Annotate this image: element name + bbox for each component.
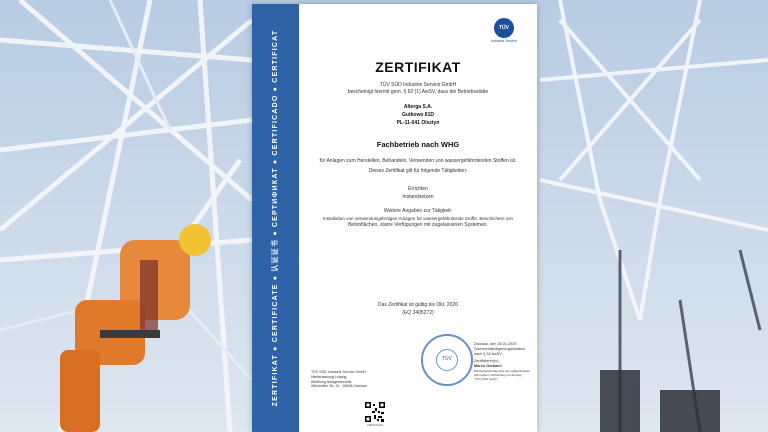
signature-line: "TÜV SÜD Verify"	[474, 377, 498, 381]
issuer-line-2: bescheinigt hiermit gem. § 62 (1) AwSV, dass die Betriebsstätte	[347, 89, 489, 95]
description-line-1: für Anlagen zum Herstellen, Behandeln, Verwenden von wassergefährdenden Stoffen ist.	[319, 158, 517, 164]
signature-line: Echtheitskontrolle über den aufgedruckten	[474, 369, 531, 373]
signature-line: Sachverständigenorganisation	[474, 347, 526, 351]
issuer-line-1: TÜV SÜD Industrie Service GmbH	[379, 82, 457, 88]
signature-line: Zwickau, den 28.01.2025	[474, 342, 517, 346]
issuer-address-line: TÜV SÜD Industrie Service GmbH	[311, 370, 366, 374]
stamp-mark: TÜV	[436, 349, 458, 371]
more-info-label: Weitere Angaben zur Tätigkeit:	[383, 208, 453, 214]
company-address-1: Gutkowo 81D	[402, 112, 434, 118]
tuv-logo-icon: TÜV	[494, 18, 514, 38]
certificate-heading: Fachbetrieb nach WHG	[376, 140, 460, 149]
issuer-address-line: Wilsdruffer Str. 24 · 09006 Zwickau	[311, 384, 367, 389]
official-stamp	[421, 334, 473, 386]
certificate-body	[299, 4, 537, 432]
issuer-address-line: Niederlassung Leipzig	[311, 374, 347, 379]
company-address-2: PL-11-041 Olsztyn	[396, 120, 440, 126]
signature-block	[474, 342, 536, 381]
more-info-text-1: Installation von verwendungsfertigen Anlagen für wassergefährdende Stoffe. Beschichten von	[322, 216, 514, 221]
certificate-number: (EQ 3405272)	[402, 310, 434, 316]
activity-1: Errichten	[407, 186, 428, 192]
signature-line: QR-Code in Verbindung mit der App	[474, 373, 522, 377]
more-info-text-2: Betonflächen, starre Verfügungen mit zugelassenen Systemen.	[348, 222, 488, 228]
description-line-2: Dieses Zertifikat gilt für folgende Tätigkeiten:	[368, 168, 468, 174]
activity-2: Instandsetzen	[402, 194, 434, 200]
tuv-logo	[489, 18, 519, 43]
certificate-side-band	[252, 4, 299, 432]
certificate-document	[252, 4, 537, 432]
certificate-title: ZERTIFIKAT	[375, 59, 461, 75]
signature-line: Zertifizierer(in)	[474, 359, 499, 363]
validity-text: Das Zertifikat ist gültig bis Okt. 2026	[377, 302, 459, 308]
signer-name: Marco Gerbach	[474, 364, 502, 368]
company-name: Alterga S.A.	[403, 104, 433, 110]
issuer-address-line: Abteilung Anlagentechnik	[311, 379, 352, 384]
side-band-text: ZERTIFIKAT ● CERTIFICATE ● 认证证书 ● СЕРТИФИКАТ ● CERTIFICADO ● CERTIFICAT	[272, 29, 279, 407]
tuv-logo-subtitle: Industrie Service	[490, 39, 518, 43]
qr-code-caption: CERTIFICATE	[366, 424, 384, 427]
qr-code-icon	[365, 402, 385, 422]
signature-line: nach § 52 AwSV	[474, 352, 502, 356]
issuer-address-block	[311, 370, 411, 389]
